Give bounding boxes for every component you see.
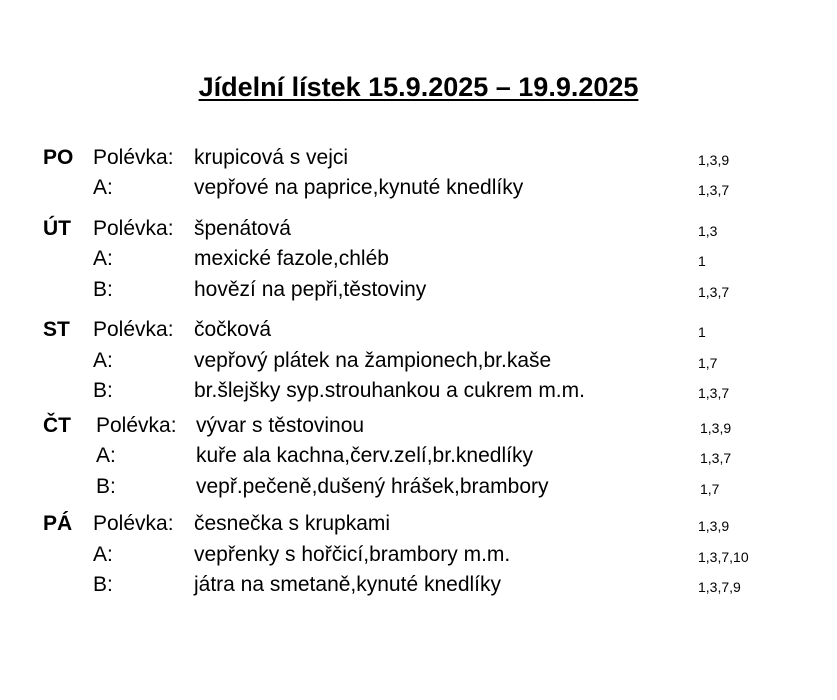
dish-name: krupicová s vejci <box>194 146 349 169</box>
menu-row <box>0 244 837 274</box>
menu-row <box>0 411 837 441</box>
course-label: A: <box>93 349 113 372</box>
course-label: A: <box>93 176 113 199</box>
menu-title: Jídelní lístek 15.9.2025 – 19.9.2025 <box>198 72 639 102</box>
dish-name: špenátová <box>194 217 291 240</box>
day-label: PO <box>43 146 74 169</box>
dish-name: čočková <box>194 318 272 341</box>
menu-row <box>0 214 837 244</box>
dish-name: mexické fazole,chléb <box>194 247 389 270</box>
allergens: 1,3,9 <box>700 420 732 436</box>
day-label: ST <box>43 318 70 341</box>
course-label: Polévka: <box>96 414 177 437</box>
allergens: 1 <box>698 253 706 269</box>
menu-row <box>0 315 837 345</box>
dish-name: vývar s těstovinou <box>196 414 365 437</box>
dish-name: játra na smetaně,kynuté knedlíky <box>194 573 502 596</box>
course-label: Polévka: <box>93 318 174 341</box>
allergens: 1 <box>698 324 706 340</box>
day-label: ČT <box>43 414 71 437</box>
allergens: 1,7 <box>698 355 718 371</box>
course-label: B: <box>93 573 113 596</box>
allergens: 1,3 <box>698 223 718 239</box>
dish-name: hovězí na pepři,těstoviny <box>194 278 427 301</box>
course-label: Polévka: <box>93 217 174 240</box>
course-label: A: <box>96 444 116 467</box>
day-label: PÁ <box>43 512 73 535</box>
allergens: 1,3,7,9 <box>698 579 741 595</box>
course-label: B: <box>93 379 113 402</box>
allergens: 1,7 <box>700 481 720 497</box>
dish-name: vepř.pečeně,dušený hrášek,brambory <box>196 475 549 498</box>
course-label: A: <box>93 247 113 270</box>
menu-row <box>0 173 837 203</box>
course-label: Polévka: <box>93 512 174 535</box>
menu-row <box>0 376 837 406</box>
dish-name: br.šlejšky syp.strouhankou a cukrem m.m. <box>194 379 585 402</box>
menu-row <box>0 540 837 570</box>
menu-row <box>0 570 837 600</box>
dish-name: vepřové na paprice,kynuté knedlíky <box>194 176 524 199</box>
dish-name: česnečka s krupkami <box>194 512 391 535</box>
menu-row <box>0 346 837 376</box>
course-label: Polévka: <box>93 146 174 169</box>
menu-row <box>0 275 837 305</box>
day-label: ÚT <box>43 217 71 240</box>
course-label: B: <box>93 278 113 301</box>
allergens: 1,3,9 <box>698 518 730 534</box>
menu-row <box>0 143 837 173</box>
menu-row <box>0 509 837 539</box>
menu-row <box>0 441 837 471</box>
menu-row <box>0 472 837 502</box>
course-label: A: <box>93 543 113 566</box>
allergens: 1,3,9 <box>698 152 730 168</box>
allergens: 1,3,7 <box>700 450 732 466</box>
dish-name: vepřenky s hořčicí,brambory m.m. <box>194 543 511 566</box>
allergens: 1,3,7 <box>698 182 730 198</box>
dish-name: kuře ala kachna,červ.zelí,br.knedlíky <box>196 444 533 467</box>
allergens: 1,3,7 <box>698 284 730 300</box>
course-label: B: <box>96 475 116 498</box>
dish-name: vepřový plátek na žampionech,br.kaše <box>194 349 552 372</box>
allergens: 1,3,7,10 <box>698 549 749 565</box>
allergens: 1,3,7 <box>698 385 730 401</box>
